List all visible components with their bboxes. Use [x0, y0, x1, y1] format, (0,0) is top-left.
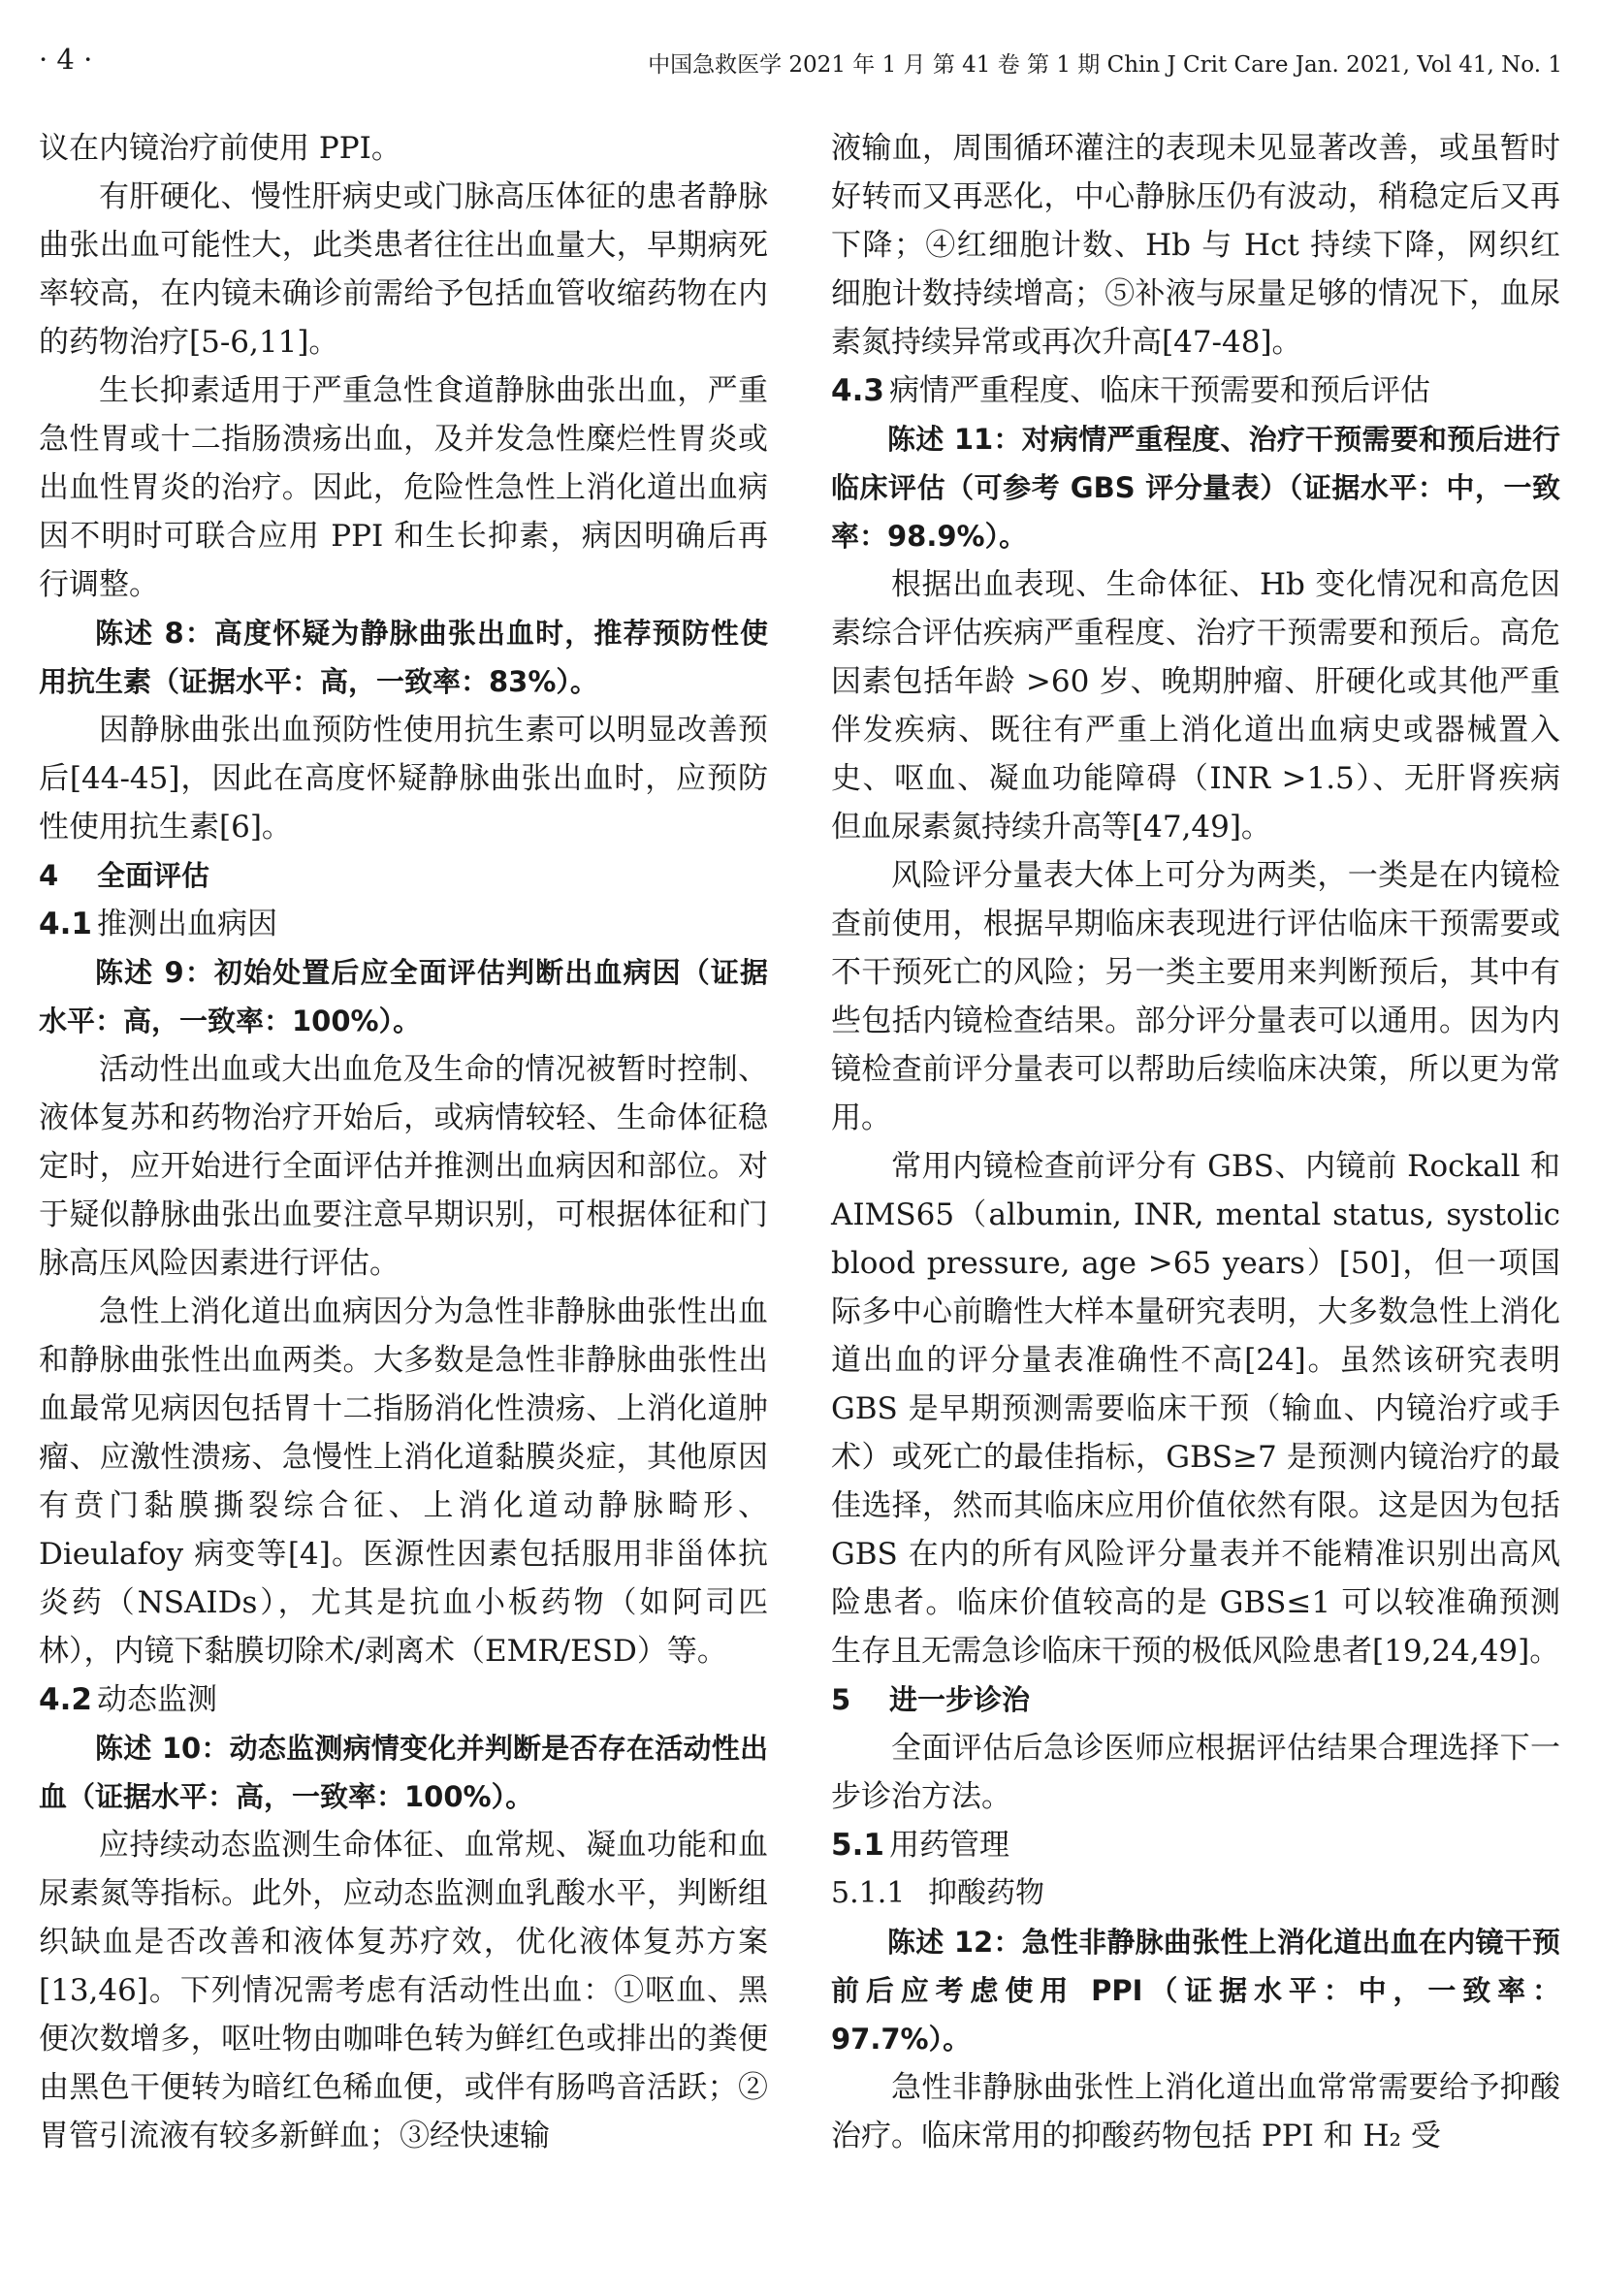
section-number: 5 — [831, 1683, 851, 1716]
section-number: 5.1 — [831, 1828, 884, 1863]
section-number: 5.1.1 — [831, 1876, 906, 1910]
section-title: 动态监测 — [97, 1682, 217, 1717]
section-number: 4 — [39, 859, 59, 892]
body-paragraph: 根据出血表现、生命体征、Hb 变化情况和高危因素综合评估疾病严重程度、治疗干预需要和预后。高危因素包括年龄 >60 岁、晚期肿瘤、肝硬化或其他严重伴发疾病、既往有严重上消化道出血病史或器械置入史、呕血、凝血功能障碍（INR >1.5）、无肝肾疾病但血尿素氮持续升高等[47,49]。 — [831, 567, 1560, 845]
left-column — [39, 124, 768, 2160]
section-title: 推测出血病因 — [97, 907, 277, 941]
section-heading — [831, 1821, 1560, 1869]
section-heading — [831, 1869, 1560, 1918]
body-paragraph: 风险评分量表大体上可分为两类，一类是在内镜检查前使用，根据早期临床表现进行评估临床干预需要或不干预死亡的风险；另一类主要用来判断预后，其中有些包括内镜检查结果。部分评分量表可以通用。因为内镜检查前评分量表可以帮助后续临床决策，所以更为常用。 — [831, 858, 1560, 1135]
section-heading — [831, 1675, 1560, 1724]
running-head: 中国急救医学 2021 年 1 月 第 41 卷 第 1 期 Chin J Crit Care Jan. 2021, Vol 41, No. 1 — [648, 52, 1562, 78]
body-paragraph: 生长抑素适用于严重急性食道静脉曲张出血，严重急性胃或十二指肠溃疡出血，及并发急性糜烂性胃炎或出血性胃炎的治疗。因此，危险性急性上消化道出血病因不明时可联合应用 PPI 和生长抑素，病因明确后再行调整。 — [39, 373, 768, 602]
section-number: 4.2 — [39, 1682, 92, 1717]
body-paragraph: 有肝硬化、慢性肝病史或门脉高压体征的患者静脉曲张出血可能性大，此类患者往往出血量大，早期病死率较高，在内镜未确诊前需给予包括血管收缩药物在内的药物治疗[5-6,11]。 — [39, 179, 768, 360]
section-title: 病情严重程度、临床干预需要和预后评估 — [889, 373, 1430, 408]
body-paragraph: 液输血，周围循环灌注的表现未见显著改善，或虽暂时好转而又再恶化，中心静脉压仍有波动，稍稳定后又再下降；④红细胞计数、Hb 与 Hct 持续下降，网织红细胞计数持续增高；⑤补液与尿量足够的情况下，血尿素氮持续异常或再次升高[47-48]。 — [831, 131, 1560, 360]
body-paragraph: 全面评估后急诊医师应根据评估结果合理选择下一步诊治方法。 — [831, 1731, 1560, 1814]
consensus-statement: 陈述 11：对病情严重程度、治疗干预需要和预后进行临床评估（可参考 GBS 评分量表）（证据水平：中，一致率：98.9%）。 — [831, 423, 1560, 553]
section-title: 抑酸药物 — [928, 1876, 1044, 1910]
section-heading — [831, 367, 1560, 415]
page-header — [39, 43, 1562, 81]
body-paragraph: 急性非静脉曲张性上消化道出血常常需要给予抑酸治疗。临床常用的抑酸药物包括 PPI 和 H₂ 受 — [831, 2070, 1560, 2153]
body-paragraph: 议在内镜治疗前使用 PPI。 — [39, 131, 401, 166]
section-title: 全面评估 — [97, 859, 210, 892]
section-number: 4.3 — [831, 373, 884, 408]
consensus-statement: 陈述 12：急性非静脉曲张性上消化道出血在内镜干预前后应考虑使用 PPI（证据水平：中，一致率：97.7%）。 — [831, 1926, 1560, 2056]
section-title: 用药管理 — [889, 1828, 1009, 1863]
page-number: · 4 · — [39, 43, 93, 76]
right-column — [831, 124, 1560, 2160]
section-heading — [39, 1675, 768, 1724]
section-title: 进一步诊治 — [889, 1683, 1031, 1716]
consensus-statement: 陈述 8：高度怀疑为静脉曲张出血时，推荐预防性使用抗生素（证据水平：高，一致率：83%）。 — [39, 617, 768, 698]
body-paragraph: 因静脉曲张出血预防性使用抗生素可以明显改善预后[44-45]，因此在高度怀疑静脉曲张出血时，应预防性使用抗生素[6]。 — [39, 713, 768, 845]
section-number: 4.1 — [39, 907, 92, 941]
body-paragraph: 急性上消化道出血病因分为急性非静脉曲张性出血和静脉曲张性出血两类。大多数是急性非静脉曲张性出血最常见病因包括胃十二指肠消化性溃疡、上消化道肿瘤、应激性溃疡、急慢性上消化道黏膜炎症，其他原因有贲门黏膜撕裂综合征、上消化道动静脉畸形、Dieulafoy 病变等[4]。医源性因素包括服用非甾体抗炎药（NSAIDs），尤其是抗血小板药物（如阿司匹林），内镜下黏膜切除术/剥离术（EMR/ESD）等。 — [39, 1294, 768, 1669]
body-paragraph: 常用内镜检查前评分有 GBS、内镜前 Rockall 和 AIMS65（albumin, INR, mental status, systolic blood pressure, age >65 years）[50]，但一项国际多中心前瞻性大样本量研究表明，大多数急性上消化道出血的评分量表准确性不高[24]。虽然该研究表明 GBS 是早期预测需要临床干预（输血、内镜治疗或手术）或死亡的最佳指标，GBS≥7 是预测内镜治疗的最佳选择，然而其临床应用价值依然有限。这是因为包括 GBS 在内的所有风险评分量表并不能精准识别出高风险患者。临床价值较高的是 GBS≤1 可以较准确预测生存且无需急诊临床干预的极低风险患者[19,24,49]。 — [831, 1149, 1560, 1669]
section-heading — [39, 900, 768, 948]
body-paragraph: 应持续动态监测生命体征、血常规、凝血功能和血尿素氮等指标。此外，应动态监测血乳酸水平，判断组织缺血是否改善和液体复苏疗效，优化液体复苏方案[13,46]。下列情况需考虑有活动性出血：①呕血、黑便次数增多，呕吐物由咖啡色转为鲜红色或排出的粪便由黑色干便转为暗红色稀血便，或伴有肠鸣音活跃；②胃管引流液有较多新鲜血；③经快速输 — [39, 1828, 768, 2153]
body-paragraph: 活动性出血或大出血危及生命的情况被暂时控制、液体复苏和药物治疗开始后，或病情较轻、生命体征稳定时，应开始进行全面评估并推测出血病因和部位。对于疑似静脉曲张出血要注意早期识别，可根据体征和门脉高压风险因素进行评估。 — [39, 1052, 768, 1281]
consensus-statement: 陈述 9：初始处置后应全面评估判断出血病因（证据水平：高，一致率：100%）。 — [39, 956, 768, 1037]
section-heading — [39, 851, 768, 900]
consensus-statement: 陈述 10：动态监测病情变化并判断是否存在活动性出血（证据水平：高，一致率：100%）。 — [39, 1732, 768, 1813]
